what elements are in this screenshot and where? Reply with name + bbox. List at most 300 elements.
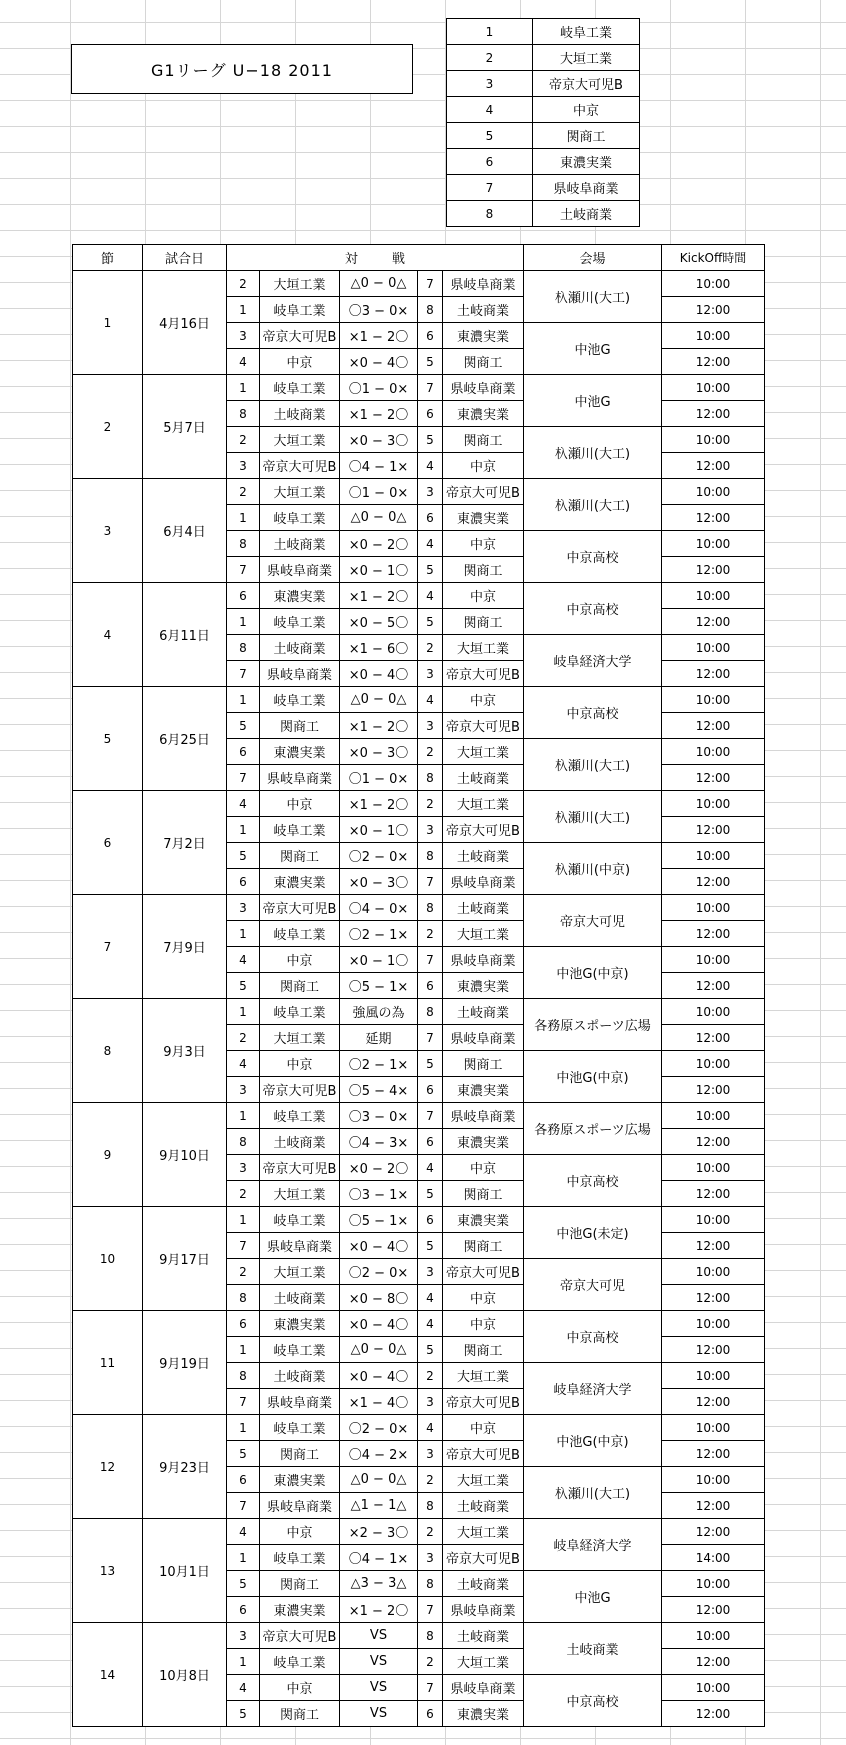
away-team-number: 7 [418, 1103, 443, 1129]
venue: 中京高校 [524, 531, 662, 583]
home-team-number: 1 [227, 1545, 260, 1571]
away-team-number: 8 [418, 1571, 443, 1597]
team-number: 7 [447, 175, 533, 201]
home-team: 県岐阜商業 [260, 661, 340, 687]
home-team-number: 2 [227, 271, 260, 297]
match-row [73, 583, 765, 609]
home-team: 土岐商業 [260, 1363, 340, 1389]
away-team: 大垣工業 [443, 1467, 524, 1493]
match-result: △3 − 3△ [340, 1571, 418, 1597]
home-team-number: 1 [227, 1103, 260, 1129]
match-result: ×0 − 4〇 [340, 661, 418, 687]
away-team-number: 2 [418, 1467, 443, 1493]
home-team: 東濃実業 [260, 1467, 340, 1493]
away-team: 中京 [443, 453, 524, 479]
home-team: 関商工 [260, 1441, 340, 1467]
home-team-number: 4 [227, 947, 260, 973]
away-team: 帝京大可児B [443, 479, 524, 505]
home-team: 関商工 [260, 1571, 340, 1597]
kickoff-time: 10:00 [662, 1675, 765, 1701]
match-row [73, 271, 765, 297]
match-result: ×2 − 3〇 [340, 1519, 418, 1545]
team-name: 関商工 [533, 123, 640, 149]
home-team-number: 1 [227, 505, 260, 531]
away-team: 東濃実業 [443, 1701, 524, 1727]
away-team-number: 7 [418, 271, 443, 297]
match-row [73, 687, 765, 713]
away-team: 大垣工業 [443, 921, 524, 947]
match-row [73, 375, 765, 401]
away-team-number: 6 [418, 973, 443, 999]
match-result: VS [340, 1649, 418, 1675]
away-team: 県岐阜商業 [443, 869, 524, 895]
away-team: 土岐商業 [443, 1493, 524, 1519]
away-team: 中京 [443, 1285, 524, 1311]
kickoff-time: 12:00 [662, 1025, 765, 1051]
venue: 中京高校 [524, 1311, 662, 1363]
match-result: ×1 − 2〇 [340, 401, 418, 427]
away-team-number: 5 [418, 1051, 443, 1077]
match-date: 9月23日 [143, 1415, 227, 1519]
match-result: 〇3 − 0× [340, 1103, 418, 1129]
away-team: 東濃実業 [443, 1207, 524, 1233]
match-date: 6月25日 [143, 687, 227, 791]
home-team: 東濃実業 [260, 1597, 340, 1623]
match-result: 〇4 − 2× [340, 1441, 418, 1467]
home-team-number: 6 [227, 1467, 260, 1493]
away-team-number: 3 [418, 661, 443, 687]
away-team: 土岐商業 [443, 1571, 524, 1597]
kickoff-time: 12:00 [662, 557, 765, 583]
match-date: 10月8日 [143, 1623, 227, 1727]
match-result: ×1 − 2〇 [340, 713, 418, 739]
home-team: 関商工 [260, 973, 340, 999]
match-result: ×0 − 4〇 [340, 1311, 418, 1337]
round-number: 1 [73, 271, 143, 375]
away-team: 土岐商業 [443, 765, 524, 791]
home-team: 東濃実業 [260, 1311, 340, 1337]
kickoff-time: 12:00 [662, 1649, 765, 1675]
home-team: 帝京大可児B [260, 1155, 340, 1181]
venue: 中京高校 [524, 687, 662, 739]
match-result: 〇2 − 1× [340, 1051, 418, 1077]
away-team: 東濃実業 [443, 505, 524, 531]
kickoff-time: 12:00 [662, 869, 765, 895]
match-date: 6月4日 [143, 479, 227, 583]
kickoff-time: 12:00 [662, 349, 765, 375]
team-row [447, 45, 640, 71]
home-team-number: 6 [227, 1311, 260, 1337]
away-team: 関商工 [443, 1337, 524, 1363]
home-team-number: 8 [227, 531, 260, 557]
match-result: 〇2 − 0× [340, 843, 418, 869]
home-team: 県岐阜商業 [260, 557, 340, 583]
away-team-number: 6 [418, 1129, 443, 1155]
home-team-number: 3 [227, 453, 260, 479]
kickoff-time: 10:00 [662, 271, 765, 297]
match-result: △1 − 1△ [340, 1493, 418, 1519]
kickoff-time: 12:00 [662, 973, 765, 999]
home-team-number: 7 [227, 765, 260, 791]
home-team-number: 5 [227, 973, 260, 999]
home-team-number: 1 [227, 1649, 260, 1675]
venue: 杁瀬川(大工) [524, 271, 662, 323]
venue: 中京高校 [524, 1675, 662, 1727]
match-result: 〇3 − 1× [340, 1181, 418, 1207]
away-team-number: 8 [418, 843, 443, 869]
match-date: 9月3日 [143, 999, 227, 1103]
kickoff-time: 12:00 [662, 1285, 765, 1311]
home-team: 土岐商業 [260, 531, 340, 557]
round-number: 7 [73, 895, 143, 999]
away-team-number: 6 [418, 401, 443, 427]
away-team: 東濃実業 [443, 1077, 524, 1103]
kickoff-time: 10:00 [662, 1051, 765, 1077]
kickoff-time: 10:00 [662, 895, 765, 921]
match-result: 強風の為 [340, 999, 418, 1025]
home-team: 岐阜工業 [260, 1415, 340, 1441]
venue: 中池G [524, 375, 662, 427]
away-team: 帝京大可児B [443, 817, 524, 843]
match-row [73, 999, 765, 1025]
match-result: 〇5 − 4× [340, 1077, 418, 1103]
venue: 中池G [524, 323, 662, 375]
venue: 中京高校 [524, 1155, 662, 1207]
kickoff-time: 12:00 [662, 1493, 765, 1519]
home-team-number: 1 [227, 1337, 260, 1363]
home-team: 県岐阜商業 [260, 765, 340, 791]
away-team: 県岐阜商業 [443, 1597, 524, 1623]
home-team-number: 4 [227, 1519, 260, 1545]
away-team-number: 2 [418, 791, 443, 817]
home-team: 大垣工業 [260, 479, 340, 505]
away-team: 中京 [443, 1155, 524, 1181]
home-team-number: 1 [227, 375, 260, 401]
away-team-number: 6 [418, 323, 443, 349]
home-team: 岐阜工業 [260, 1337, 340, 1363]
home-team-number: 7 [227, 557, 260, 583]
venue: 杁瀬川(大工) [524, 1467, 662, 1519]
away-team: 中京 [443, 583, 524, 609]
team-number: 2 [447, 45, 533, 71]
match-date: 9月10日 [143, 1103, 227, 1207]
away-team-number: 6 [418, 505, 443, 531]
away-team-number: 5 [418, 349, 443, 375]
home-team-number: 2 [227, 427, 260, 453]
away-team-number: 7 [418, 375, 443, 401]
kickoff-time: 12:00 [662, 765, 765, 791]
home-team-number: 2 [227, 1181, 260, 1207]
venue: 岐阜経済大学 [524, 635, 662, 687]
home-team: 岐阜工業 [260, 1103, 340, 1129]
match-result: △0 − 0△ [340, 505, 418, 531]
kickoff-time: 12:00 [662, 1441, 765, 1467]
team-name: 中京 [533, 97, 640, 123]
team-list [446, 18, 640, 227]
match-result: 〇4 − 3× [340, 1129, 418, 1155]
away-team-number: 2 [418, 921, 443, 947]
kickoff-time: 10:00 [662, 1259, 765, 1285]
kickoff-time: 10:00 [662, 323, 765, 349]
kickoff-time: 10:00 [662, 1363, 765, 1389]
away-team-number: 5 [418, 1233, 443, 1259]
away-team-number: 4 [418, 531, 443, 557]
home-team: 岐阜工業 [260, 999, 340, 1025]
away-team: 中京 [443, 1311, 524, 1337]
header-match: 対 戦 [227, 245, 524, 271]
header-row [73, 245, 765, 271]
team-name: 大垣工業 [533, 45, 640, 71]
home-team-number: 4 [227, 349, 260, 375]
home-team: 岐阜工業 [260, 1207, 340, 1233]
venue: 帝京大可児 [524, 1259, 662, 1311]
home-team: 関商工 [260, 1701, 340, 1727]
away-team: 県岐阜商業 [443, 1675, 524, 1701]
match-result: ×0 − 3〇 [340, 869, 418, 895]
match-result: ×0 − 3〇 [340, 739, 418, 765]
home-team: 岐阜工業 [260, 687, 340, 713]
venue: 中池G(中京) [524, 1051, 662, 1103]
home-team: 岐阜工業 [260, 817, 340, 843]
kickoff-time: 12:00 [662, 609, 765, 635]
home-team: 中京 [260, 1051, 340, 1077]
home-team: 土岐商業 [260, 635, 340, 661]
away-team-number: 8 [418, 765, 443, 791]
match-date: 6月11日 [143, 583, 227, 687]
away-team: 帝京大可児B [443, 661, 524, 687]
round-number: 6 [73, 791, 143, 895]
kickoff-time: 12:00 [662, 1077, 765, 1103]
away-team: 県岐阜商業 [443, 271, 524, 297]
match-result: ×1 − 6〇 [340, 635, 418, 661]
header-date: 試合日 [143, 245, 227, 271]
team-row [447, 19, 640, 45]
kickoff-time: 10:00 [662, 1311, 765, 1337]
header-kickoff: KickOff時間 [662, 245, 765, 271]
away-team-number: 5 [418, 609, 443, 635]
round-number: 13 [73, 1519, 143, 1623]
team-number: 4 [447, 97, 533, 123]
kickoff-time: 10:00 [662, 1467, 765, 1493]
kickoff-time: 12:00 [662, 1337, 765, 1363]
kickoff-time: 12:00 [662, 1701, 765, 1727]
away-team-number: 7 [418, 1025, 443, 1051]
home-team-number: 4 [227, 791, 260, 817]
home-team: 東濃実業 [260, 739, 340, 765]
home-team: 大垣工業 [260, 1259, 340, 1285]
away-team-number: 7 [418, 869, 443, 895]
kickoff-time: 10:00 [662, 1155, 765, 1181]
away-team-number: 6 [418, 1701, 443, 1727]
home-team-number: 1 [227, 817, 260, 843]
match-result: ×0 − 4〇 [340, 349, 418, 375]
round-number: 8 [73, 999, 143, 1103]
match-result: ×0 − 1〇 [340, 947, 418, 973]
home-team-number: 1 [227, 609, 260, 635]
home-team-number: 6 [227, 583, 260, 609]
away-team-number: 5 [418, 427, 443, 453]
away-team-number: 4 [418, 1285, 443, 1311]
away-team: 関商工 [443, 1233, 524, 1259]
home-team: 中京 [260, 349, 340, 375]
home-team-number: 6 [227, 869, 260, 895]
home-team: 大垣工業 [260, 1025, 340, 1051]
away-team: 大垣工業 [443, 1363, 524, 1389]
match-result: ×0 − 2〇 [340, 531, 418, 557]
venue: 杁瀬川(大工) [524, 791, 662, 843]
away-team-number: 8 [418, 1623, 443, 1649]
away-team-number: 4 [418, 1311, 443, 1337]
kickoff-time: 10:00 [662, 479, 765, 505]
away-team-number: 2 [418, 739, 443, 765]
team-number: 8 [447, 201, 533, 227]
home-team: 東濃実業 [260, 869, 340, 895]
kickoff-time: 12:00 [662, 713, 765, 739]
header-round: 節 [73, 245, 143, 271]
kickoff-time: 10:00 [662, 1207, 765, 1233]
kickoff-time: 12:00 [662, 661, 765, 687]
kickoff-time: 10:00 [662, 687, 765, 713]
away-team-number: 7 [418, 1597, 443, 1623]
away-team-number: 2 [418, 1519, 443, 1545]
match-date: 7月2日 [143, 791, 227, 895]
team-row [447, 97, 640, 123]
home-team: 岐阜工業 [260, 609, 340, 635]
round-number: 9 [73, 1103, 143, 1207]
away-team: 帝京大可児B [443, 1441, 524, 1467]
home-team: 岐阜工業 [260, 1545, 340, 1571]
venue: 帝京大可児 [524, 895, 662, 947]
kickoff-time: 12:00 [662, 1233, 765, 1259]
home-team: 中京 [260, 947, 340, 973]
away-team: 県岐阜商業 [443, 1025, 524, 1051]
away-team-number: 4 [418, 583, 443, 609]
home-team: 大垣工業 [260, 427, 340, 453]
match-result: 〇2 − 0× [340, 1415, 418, 1441]
round-number: 2 [73, 375, 143, 479]
home-team-number: 8 [227, 1285, 260, 1311]
header-venue: 会場 [524, 245, 662, 271]
away-team: 帝京大可児B [443, 713, 524, 739]
match-result: ×1 − 2〇 [340, 583, 418, 609]
away-team-number: 4 [418, 687, 443, 713]
away-team-number: 7 [418, 947, 443, 973]
match-result: 〇4 − 0× [340, 895, 418, 921]
home-team-number: 8 [227, 1363, 260, 1389]
away-team: 関商工 [443, 557, 524, 583]
home-team-number: 4 [227, 1675, 260, 1701]
kickoff-time: 14:00 [662, 1545, 765, 1571]
match-date: 9月17日 [143, 1207, 227, 1311]
venue: 杁瀬川(中京) [524, 843, 662, 895]
round-number: 10 [73, 1207, 143, 1311]
match-result: 〇1 − 0× [340, 479, 418, 505]
kickoff-time: 10:00 [662, 947, 765, 973]
home-team: 中京 [260, 791, 340, 817]
home-team-number: 5 [227, 1701, 260, 1727]
venue: 岐阜経済大学 [524, 1519, 662, 1571]
away-team: 土岐商業 [443, 895, 524, 921]
match-result: VS [340, 1701, 418, 1727]
home-team-number: 7 [227, 1389, 260, 1415]
away-team-number: 2 [418, 635, 443, 661]
kickoff-time: 10:00 [662, 843, 765, 869]
home-team-number: 3 [227, 323, 260, 349]
team-row [447, 123, 640, 149]
away-team-number: 6 [418, 1207, 443, 1233]
kickoff-time: 10:00 [662, 1571, 765, 1597]
home-team: 岐阜工業 [260, 375, 340, 401]
home-team-number: 2 [227, 1025, 260, 1051]
kickoff-time: 12:00 [662, 297, 765, 323]
venue: 中池G(中京) [524, 947, 662, 999]
match-date: 7月9日 [143, 895, 227, 999]
away-team: 中京 [443, 687, 524, 713]
round-number: 5 [73, 687, 143, 791]
match-result: ×0 − 4〇 [340, 1363, 418, 1389]
home-team: 中京 [260, 1519, 340, 1545]
match-result: 〇4 − 1× [340, 1545, 418, 1571]
kickoff-time: 12:00 [662, 453, 765, 479]
venue: 土岐商業 [524, 1623, 662, 1675]
kickoff-time: 10:00 [662, 1623, 765, 1649]
away-team: 土岐商業 [443, 1623, 524, 1649]
home-team-number: 1 [227, 687, 260, 713]
away-team-number: 7 [418, 1675, 443, 1701]
away-team: 東濃実業 [443, 323, 524, 349]
match-row [73, 1623, 765, 1649]
match-row [73, 1207, 765, 1233]
kickoff-time: 12:00 [662, 1181, 765, 1207]
venue: 杁瀬川(大工) [524, 427, 662, 479]
home-team: 県岐阜商業 [260, 1233, 340, 1259]
kickoff-time: 10:00 [662, 739, 765, 765]
team-number: 5 [447, 123, 533, 149]
match-result: 〇2 − 0× [340, 1259, 418, 1285]
schedule-table [72, 244, 765, 1727]
home-team: 大垣工業 [260, 271, 340, 297]
home-team-number: 6 [227, 1597, 260, 1623]
home-team-number: 5 [227, 843, 260, 869]
match-result: 延期 [340, 1025, 418, 1051]
home-team: 土岐商業 [260, 1285, 340, 1311]
away-team-number: 4 [418, 1415, 443, 1441]
home-team: 県岐阜商業 [260, 1493, 340, 1519]
away-team-number: 3 [418, 1441, 443, 1467]
team-row [447, 149, 640, 175]
team-row [447, 71, 640, 97]
away-team-number: 3 [418, 713, 443, 739]
home-team-number: 8 [227, 401, 260, 427]
venue: 中京高校 [524, 583, 662, 635]
team-row [447, 175, 640, 201]
match-result: ×0 − 2〇 [340, 1155, 418, 1181]
home-team: 帝京大可児B [260, 323, 340, 349]
match-result: ×1 − 2〇 [340, 323, 418, 349]
kickoff-time: 10:00 [662, 791, 765, 817]
team-name: 帝京大可児B [533, 71, 640, 97]
away-team-number: 3 [418, 1259, 443, 1285]
match-result: 〇3 − 0× [340, 297, 418, 323]
home-team-number: 1 [227, 297, 260, 323]
match-date: 5月7日 [143, 375, 227, 479]
away-team: 大垣工業 [443, 739, 524, 765]
away-team: 県岐阜商業 [443, 1103, 524, 1129]
match-date: 10月1日 [143, 1519, 227, 1623]
match-result: 〇1 − 0× [340, 765, 418, 791]
away-team: 帝京大可児B [443, 1389, 524, 1415]
round-number: 11 [73, 1311, 143, 1415]
